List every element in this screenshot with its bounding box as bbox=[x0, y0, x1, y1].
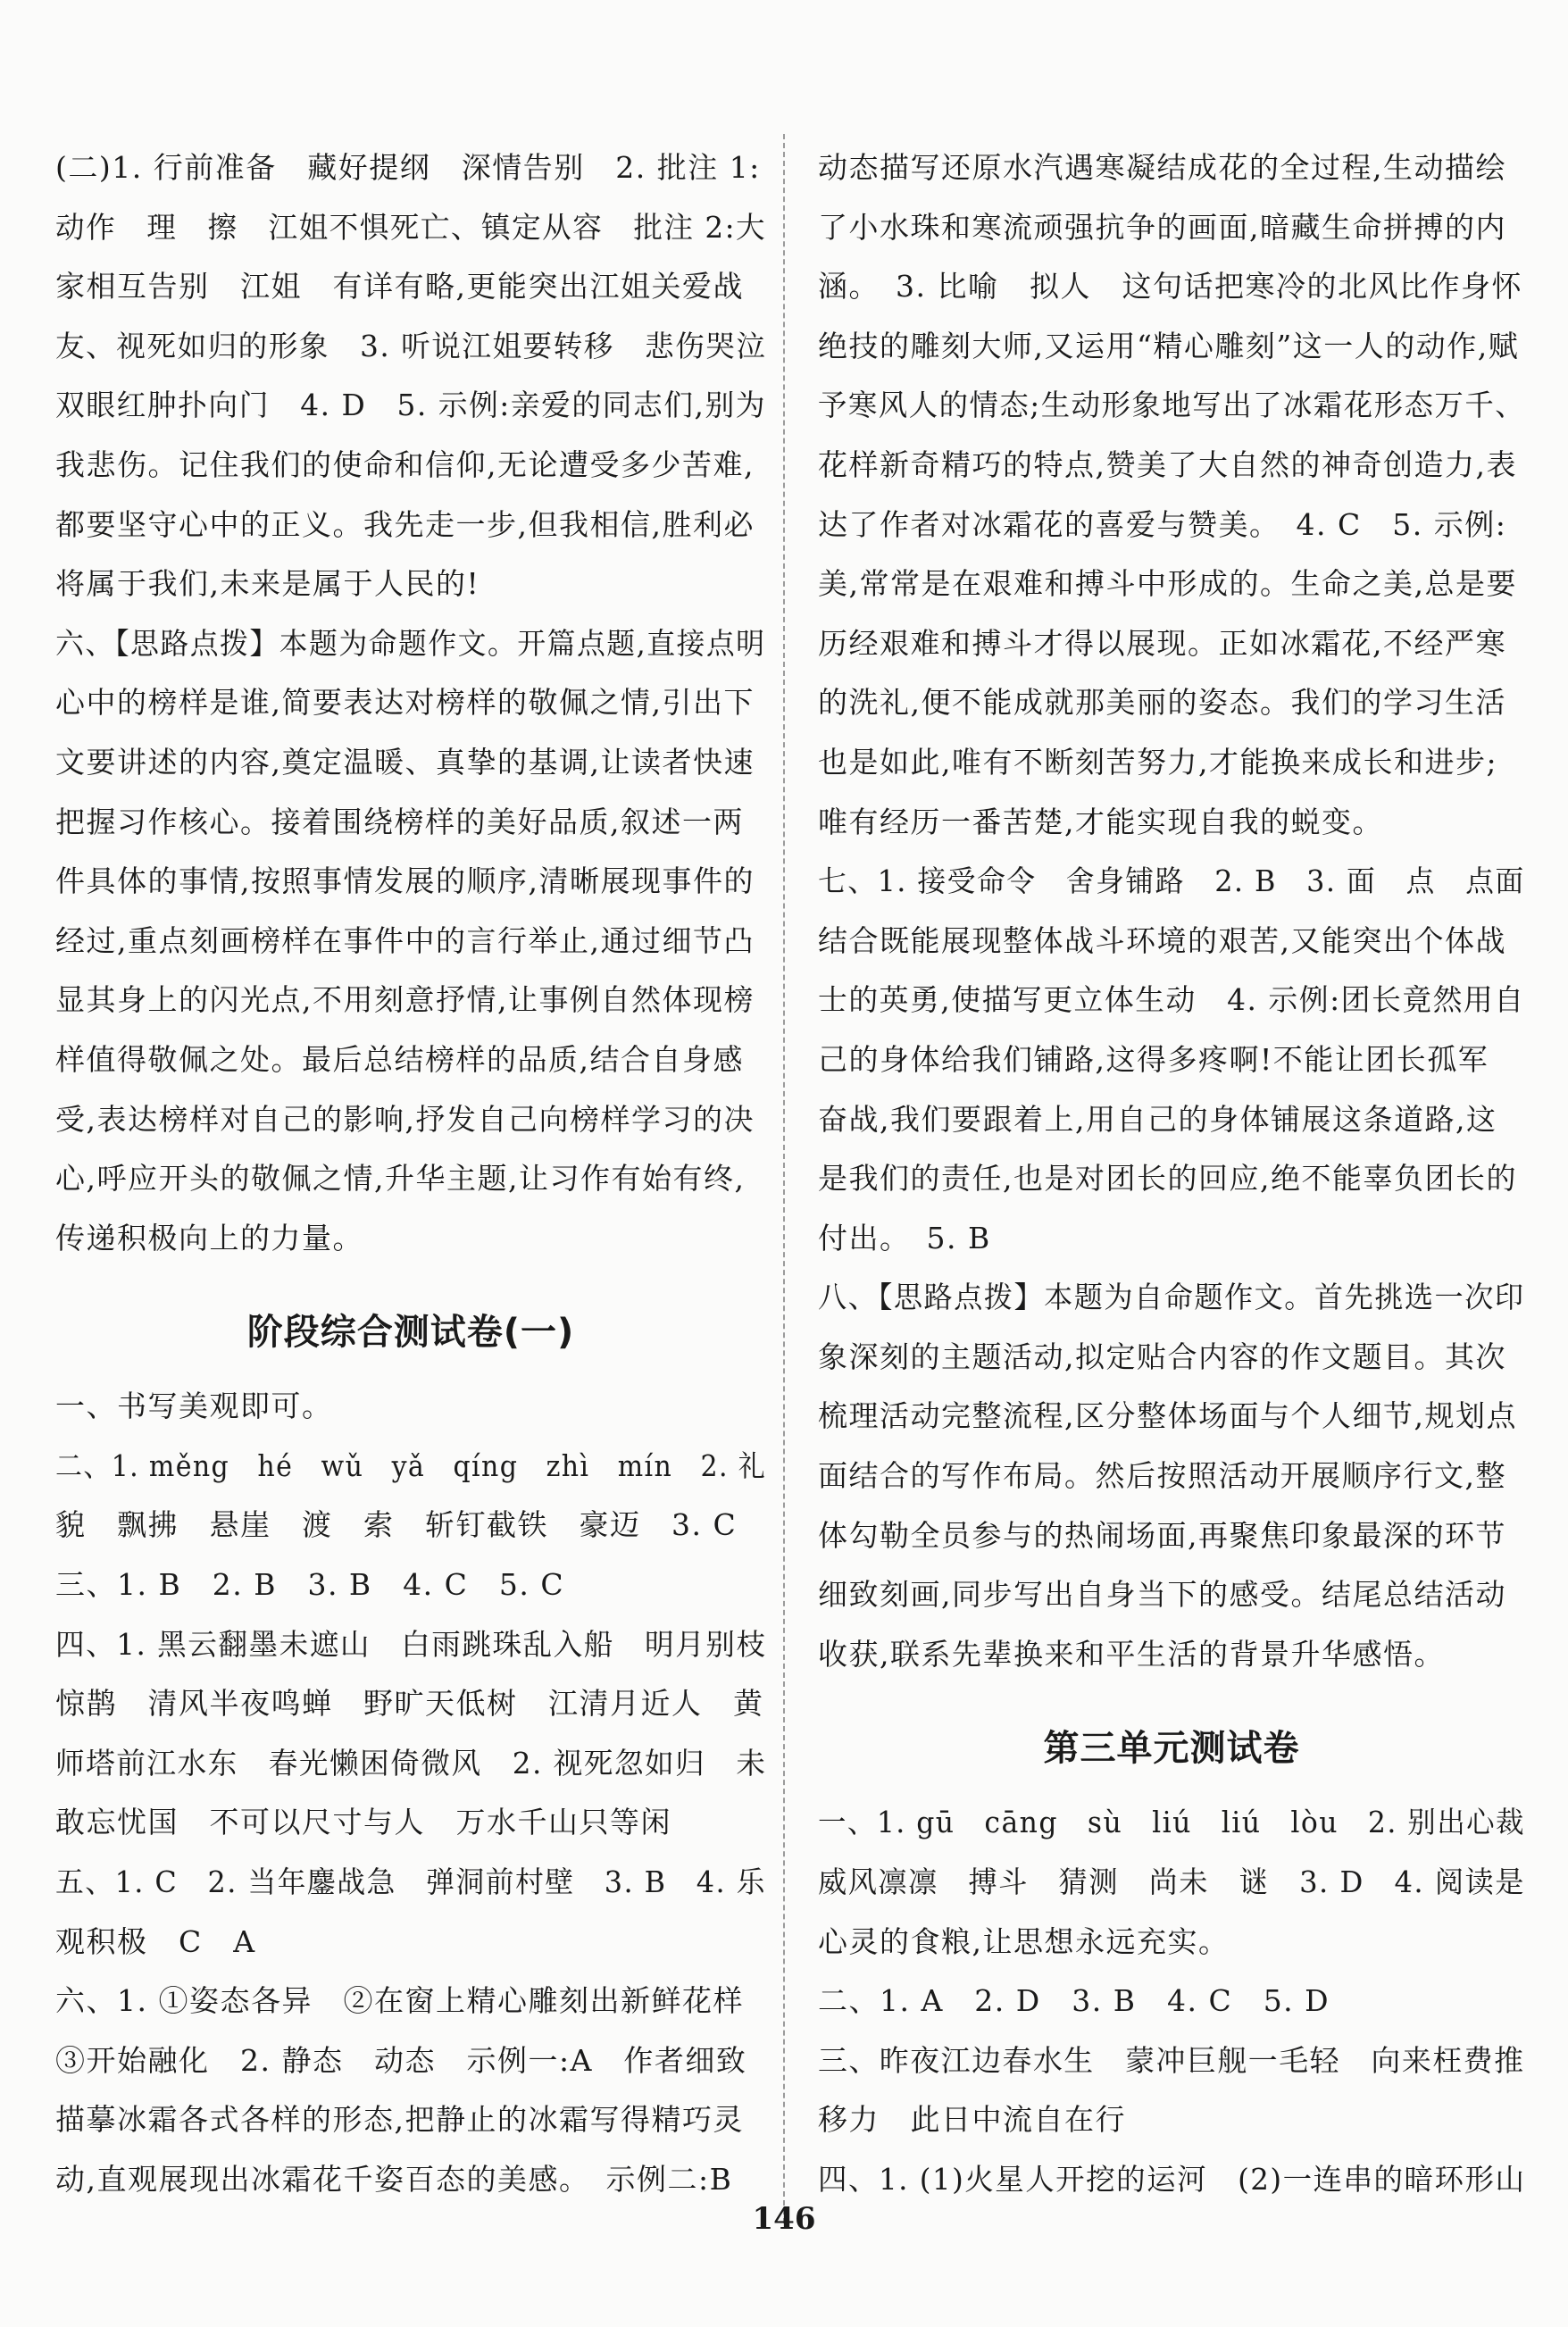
answer-line: 结合既能展现整体战斗环境的艰苦,又能突出个体战 bbox=[818, 922, 1506, 958]
answer-line: 双眼红肿扑向门 4. D 5. 示例:亲爱的同志们,别为 bbox=[55, 388, 767, 423]
answer-line: 五、1. C 2. 当年鏖战急 弹洞前村壁 3. B 4. 乐 bbox=[55, 1864, 766, 1900]
section-title-unit-3-test: 第三单元测试卷 bbox=[1043, 1728, 1300, 1770]
answer-line: 二、1. měng hé wǔ yǎ qíng zhì mín 2. 礼 bbox=[55, 1447, 767, 1483]
answer-line: 细致刻画,同步写出自身当下的感受。结尾总结活动 bbox=[818, 1577, 1506, 1613]
answer-line: 观积极 C A bbox=[55, 1923, 256, 1959]
answer-line: 象深刻的主题活动,拟定贴合内容的作文题目。其次 bbox=[818, 1339, 1506, 1374]
answer-line: 也是如此,唯有不断刻苦努力,才能换来成长和进步; bbox=[818, 744, 1498, 780]
answer-line: 了小水珠和寒流顽强抗争的画面,暗藏生命拼搏的内 bbox=[818, 209, 1506, 245]
answer-line: 心中的榜样是谁,简要表达对榜样的敬佩之情,引出下 bbox=[55, 685, 755, 721]
answer-line: 貌 飘拂 悬崖 渡 索 斩钉截铁 豪迈 3. C bbox=[55, 1507, 738, 1543]
answer-line: 美,常常是在艰难和搏斗中形成的。生命之美,总是要 bbox=[818, 566, 1517, 602]
answer-line: 七、1. 接受命令 舍身铺路 2. B 3. 面 点 点面 bbox=[818, 863, 1525, 899]
answer-line: 八、【思路点拨】本题为自命题作文。首先挑选一次印 bbox=[818, 1280, 1525, 1315]
answer-line: 件具体的事情,按照事情发展的顺序,清晰展现事件的 bbox=[55, 863, 755, 899]
answer-line: 花样新奇精巧的特点,赞美了大自然的神奇创造力,表 bbox=[818, 446, 1517, 482]
answer-line: 心,呼应开头的敬佩之情,升华主题,让习作有始有终, bbox=[55, 1161, 746, 1197]
answer-line: 四、1. (1)火星人开挖的运河 (2)一连串的暗环形山 bbox=[818, 2162, 1526, 2197]
answer-line: 涵。 3. 比喻 拟人 这句话把寒冷的北风比作身怀 bbox=[818, 269, 1522, 304]
answer-line: 心灵的食粮,让思想永远充实。 bbox=[818, 1923, 1230, 1959]
section-title-stage-test-1: 阶段综合测试卷(一) bbox=[246, 1312, 575, 1354]
answer-line: 三、昨夜江边春水生 蒙冲巨舰一毛轻 向来枉费推 bbox=[818, 2042, 1525, 2078]
answer-line: 一、1. gū cāng sù liú liú lòu 2. 别出心裁 bbox=[818, 1805, 1525, 1840]
answer-line: 唯有经历一番苦楚,才能实现自我的蜕变。 bbox=[818, 804, 1383, 839]
answer-line: 将属于我们,未来是属于人民的! bbox=[55, 566, 480, 602]
answer-line: 描摹冰霜各式各样的形态,把静止的冰霜写得精巧灵 bbox=[55, 2102, 744, 2138]
answer-line: 六、【思路点拨】本题为命题作文。开篇点题,直接点明 bbox=[55, 625, 766, 661]
answer-line: 奋战,我们要跟着上,用自己的身体铺展这条道路,这 bbox=[818, 1101, 1497, 1137]
answer-line: 家相互告别 江姐 有详有略,更能突出江姐关爱战 bbox=[55, 269, 744, 304]
answer-line: 文要讲述的内容,奠定温暖、真挚的基调,让读者快速 bbox=[55, 744, 755, 780]
answer-line: 体勾勒全员参与的热闹场面,再聚焦印象最深的环节 bbox=[818, 1517, 1506, 1553]
answer-line: 我悲伤。记住我们的使命和信仰,无论遭受多少苦难, bbox=[55, 446, 755, 482]
answer-line: 经过,重点刻画榜样在事件中的言行举止,通过细节凸 bbox=[55, 922, 755, 958]
answer-line: 友、视死如归的形象 3. 听说江姐要转移 悲伤哭泣 bbox=[55, 328, 767, 363]
column-divider bbox=[783, 134, 785, 2223]
answer-line: 动,直观展现出冰霜花千姿百态的美感。 示例二:B bbox=[55, 2162, 733, 2197]
answer-line: 绝技的雕刻大师,又运用“精心雕刻”这一人的动作,赋 bbox=[818, 328, 1520, 363]
answer-line: 的洗礼,便不能成就那美丽的姿态。我们的学习生活 bbox=[818, 685, 1506, 721]
answer-line: 达了作者对冰霜花的喜爱与赞美。 4. C 5. 示例: bbox=[818, 506, 1507, 542]
left-answers-block-2 bbox=[55, 1377, 766, 2209]
answer-line: 威风凛凛 搏斗 猜测 尚未 谜 3. D 4. 阅读是 bbox=[818, 1864, 1525, 1900]
answer-line: 梳理活动完整流程,区分整体场面与个人细节,规划点 bbox=[818, 1398, 1517, 1434]
right-answers-block-2 bbox=[818, 1793, 1525, 2209]
answer-line: 历经艰难和搏斗才得以展现。正如冰霜花,不经严寒 bbox=[818, 625, 1506, 661]
right-column bbox=[818, 138, 1525, 2210]
answer-line: 传递积极向上的力量。 bbox=[55, 1220, 363, 1255]
answer-line: 动作 理 擦 江姐不惧死亡、镇定从容 批注 2:大 bbox=[55, 209, 767, 245]
page-number: 146 bbox=[752, 2201, 816, 2237]
answer-line: 收获,联系先辈换来和平生活的背景升华感悟。 bbox=[818, 1636, 1445, 1672]
answer-line: 二、1. A 2. D 3. B 4. C 5. D bbox=[818, 1983, 1330, 2019]
answer-line: 移力 此日中流自在行 bbox=[818, 2102, 1126, 2138]
answer-line: 受,表达榜样对自己的影响,抒发自己向榜样学习的决 bbox=[55, 1101, 755, 1137]
left-column bbox=[55, 138, 766, 2210]
right-answers-block-1 bbox=[818, 138, 1525, 1684]
answer-line: 把握习作核心。接着围绕榜样的美好品质,叙述一两 bbox=[55, 804, 744, 839]
answer-line: 付出。 5. B bbox=[818, 1220, 991, 1255]
answer-line: 四、1. 黑云翻墨未遮山 白雨跳珠乱入船 明月别枝 bbox=[55, 1626, 767, 1662]
left-answers-block-1 bbox=[55, 138, 766, 1268]
answer-line: 样值得敬佩之处。最后总结榜样的品质,结合自身感 bbox=[55, 1041, 744, 1077]
answer-line: 是我们的责任,也是对团长的回应,绝不能辜负团长的 bbox=[818, 1161, 1517, 1197]
answer-line: 师塔前江水东 春光懒困倚微风 2. 视死忽如归 未 bbox=[55, 1745, 767, 1781]
answer-line: 三、1. B 2. B 3. B 4. C 5. C bbox=[55, 1567, 565, 1603]
answer-line: (二)1. 行前准备 藏好提纲 深情告别 2. 批注 1: bbox=[55, 150, 761, 185]
answer-line: 惊鹊 清风半夜鸣蝉 野旷天低树 江清月近人 黄 bbox=[55, 1686, 764, 1722]
answer-line: ③开始融化 2. 静态 动态 示例一:A 作者细致 bbox=[55, 2042, 747, 2078]
answer-line: 士的英勇,使描写更立体生动 4. 示例:团长竟然用自 bbox=[818, 982, 1525, 1018]
answer-line: 六、1. ①姿态各异 ②在窗上精心雕刻出新鲜花样 bbox=[55, 1983, 744, 2019]
answer-line: 显其身上的闪光点,不用刻意抒情,让事例自然体现榜 bbox=[55, 982, 755, 1018]
answer-line: 面结合的写作布局。然后按照活动开展顺序行文,整 bbox=[818, 1458, 1506, 1494]
answer-line: 一、书写美观即可。 bbox=[55, 1389, 333, 1424]
answer-line: 己的身体给我们铺路,这得多疼啊!不能让团长孤军 bbox=[818, 1041, 1489, 1077]
answer-line: 都要坚守心中的正义。我先走一步,但我相信,胜利必 bbox=[55, 506, 755, 542]
answer-line: 动态描写还原水汽遇寒凝结成花的全过程,生动描绘 bbox=[818, 150, 1506, 185]
answer-line: 敢忘忧国 不可以尺寸与人 万水千山只等闲 bbox=[55, 1805, 671, 1840]
answer-line: 予寒风人的情态;生动形象地写出了冰霜花形态万千、 bbox=[818, 388, 1526, 423]
